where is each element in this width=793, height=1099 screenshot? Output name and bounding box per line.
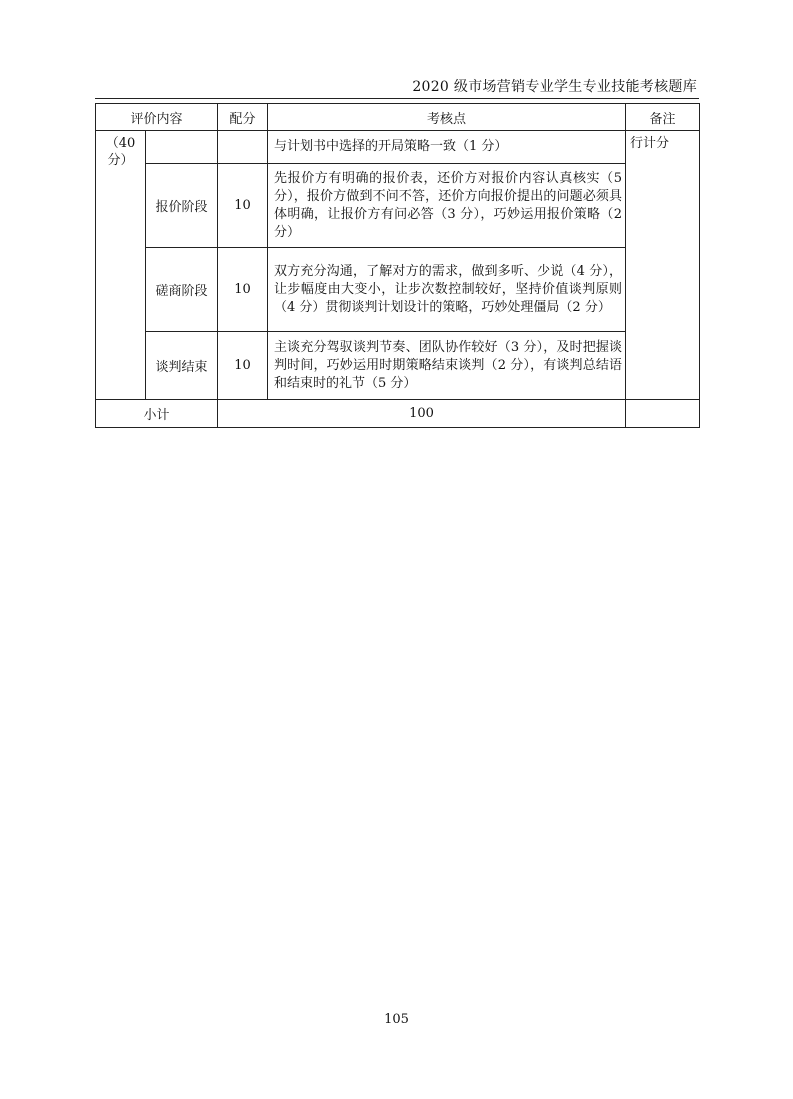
point-cell: 先报价方有明确的报价表，还价方对报价内容认真核实（5 分），报价方做到不问不答，还价方向报价提出的问题必须具体明确，让报价方有问必答（3 分），巧妙运用报价策略（2 分）: [268, 164, 626, 248]
header-note: 备注: [626, 104, 700, 131]
header-points: 考核点: [268, 104, 626, 131]
sub-item-cell: 谈判结束: [146, 332, 218, 400]
sub-item-cell: 报价阶段: [146, 164, 218, 248]
header-rule: [95, 98, 699, 99]
note-cell: 行计分: [626, 131, 700, 400]
dimension-line-1: （40: [105, 136, 136, 151]
score-cell: [218, 131, 268, 164]
header-score: 配分: [218, 104, 268, 131]
total-label: 小计: [96, 400, 218, 428]
dimension-cell: [96, 131, 146, 400]
total-row: [96, 400, 700, 428]
score-cell: 10: [218, 332, 268, 400]
page-number: 105: [384, 1012, 409, 1027]
sub-item-cell: 磋商阶段: [146, 248, 218, 332]
sub-item-cell: [146, 131, 218, 164]
score-cell: 10: [218, 164, 268, 248]
assessment-table: [95, 103, 700, 428]
point-cell: 主谈充分驾驭谈判节奏、团队协作较好（3 分），及时把握谈判时间，巧妙运用时期策略结束谈判（2 分），有谈判总结语和结束时的礼节（5 分）: [268, 332, 626, 400]
table-row: [96, 164, 700, 248]
table-row: [96, 332, 700, 400]
total-value: 100: [218, 400, 626, 428]
table-row: [96, 131, 700, 164]
header-content: 评价内容: [96, 104, 218, 131]
total-note: [626, 400, 700, 428]
score-cell: 10: [218, 248, 268, 332]
table-row: [96, 248, 700, 332]
point-cell: 双方充分沟通，了解对方的需求，做到多听、少说（4 分），让步幅度由大变小，让步次数控制较好，坚持价值谈判原则（4 分）贯彻谈判计划设计的策略，巧妙处理僵局（2 分）: [268, 248, 626, 332]
dimension-line-2: 分）: [107, 153, 134, 168]
page-header-title: 2020 级市场营销专业学生专业技能考核题库: [412, 79, 697, 95]
table-header-row: [96, 104, 700, 131]
point-cell: 与计划书中选择的开局策略一致（1 分）: [268, 131, 626, 164]
